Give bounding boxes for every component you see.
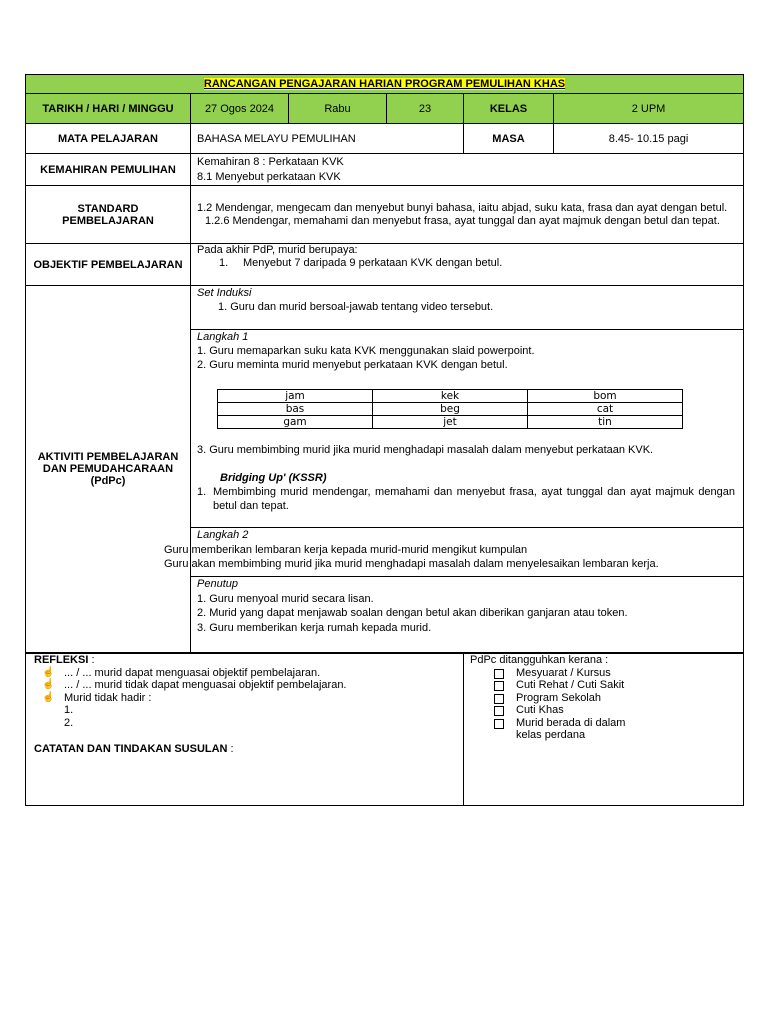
date-row [26, 94, 744, 124]
hand-pointer-icon: ☝ [42, 666, 55, 678]
word-cell: tin [528, 416, 683, 429]
document-title: RANCANGAN PENGAJARAN HARIAN PROGRAM PEMULIHAN KHAS [203, 78, 566, 90]
skill-line-1: Kemahiran 8 : Perkataan KVK [197, 155, 344, 168]
time-value: 8.45- 10.15 pagi [554, 124, 744, 154]
langkah-2-heading: Langkah 2 [197, 529, 249, 541]
objective-label: OBJEKTIF PEMBELAJARAN [26, 244, 191, 286]
penutup-item-2: 2. Murid yang dapat menjawab soalan dengan betul akan diberikan ganjaran atau token. [197, 607, 628, 619]
bridging-up-text: Membimbing murid mendengar, memahami dan menyebut frasa, ayat tunggal dan ayat majmuk dengan betul dan tepat. [213, 486, 736, 512]
hand-pointer-icon: ☝ [42, 679, 55, 690]
postponed-option-label: Murid berada di dalam kelas perdana [516, 716, 626, 741]
penutup-heading: Penutup [197, 578, 238, 590]
skill-row [26, 154, 744, 186]
postponed-option-label: Cuti Rehat / Cuti Sakit [516, 679, 625, 691]
postponed-option-label: Cuti Khas [516, 704, 564, 716]
word-cell: cat [528, 403, 683, 416]
objective-item-number: 1. [219, 257, 229, 269]
word-row [218, 403, 683, 416]
standard-row [26, 186, 744, 244]
skill-cell [191, 154, 744, 186]
set-induksi-section [191, 286, 743, 330]
postponed-option[interactable] [470, 667, 737, 680]
checkbox-icon[interactable] [494, 694, 504, 704]
hand-pointer-icon: ☝ [42, 691, 55, 703]
objective-item [197, 257, 737, 270]
reflection-label: REFLEKSI [34, 654, 89, 666]
langkah-1-item-1: 1. Guru memaparkan suku kata KVK menggunakan slaid powerpoint. [197, 345, 535, 357]
reflection-item-text: Murid tidak hadir : [64, 691, 152, 704]
postponed-intro: PdPc ditangguhkan kerana : [470, 654, 609, 666]
word-cell: gam [218, 416, 373, 429]
penutup-section [191, 577, 743, 650]
objective-item-text: Menyebut 7 daripada 9 perkataan KVK dengan betul. [243, 257, 503, 269]
word-cell: bom [528, 390, 683, 403]
subject-row [26, 124, 744, 154]
followup-heading [34, 743, 455, 756]
langkah-1-heading: Langkah 1 [197, 331, 249, 343]
set-induksi-item: 1. Guru dan murid bersoal-jawab tentang video tersebut. [218, 301, 494, 313]
date-label: TARIKH / HARI / MINGGU [26, 94, 191, 124]
checkbox-icon[interactable] [494, 706, 504, 716]
class-label: KELAS [464, 94, 554, 124]
reflection-item-text: ... / ... murid tidak dapat menguasai objektif pembelajaran. [64, 679, 347, 691]
word-cell: kek [373, 390, 528, 403]
activity-cell [164, 286, 744, 654]
standard-cell [191, 186, 744, 244]
langkah-1-item-2: 2. Guru meminta murid menyebut perkataan KVK dengan betul. [197, 359, 508, 371]
date-value: 27 Ogos 2024 [191, 94, 289, 124]
title-row [26, 75, 744, 94]
word-cell: jet [373, 416, 528, 429]
reflection-colon: : [88, 654, 95, 666]
objective-row [26, 244, 744, 286]
bridging-up-item [197, 485, 735, 513]
word-cell: jam [218, 390, 373, 403]
reflection-heading [34, 654, 455, 667]
checkbox-icon[interactable] [494, 719, 504, 729]
penutup-item-1: 1. Guru menyoal murid secara lisan. [197, 592, 374, 605]
lesson-plan-table [25, 74, 744, 806]
standard-label: STANDARD PEMBELAJARAN [26, 186, 191, 244]
word-row [218, 416, 683, 429]
postponed-option-label: Program Sekolah [516, 691, 601, 704]
standard-line-1: 1.2 Mendengar, mengecam dan menyebut bunyi bahasa, iaitu abjad, suku kata, frasa dan ayat dengan betul. [197, 201, 728, 214]
penutup-item-3: 3. Guru memberikan kerja rumah kepada murid. [197, 621, 432, 634]
langkah-2-item-2: Guru akan membimbing murid jika murid menghadapi masalah dalam menyelesaikan lembaran kerja. [164, 558, 659, 570]
activity-row [26, 286, 744, 654]
langkah-2-section [164, 528, 743, 577]
postponed-option[interactable] [470, 704, 737, 717]
time-label: MASA [464, 124, 554, 154]
postponed-option-label: Mesyuarat / Kursus [516, 666, 611, 679]
objective-intro: Pada akhir PdP, murid berupaya: [197, 244, 358, 256]
reflection-cell [26, 653, 464, 805]
postponed-option[interactable] [470, 692, 737, 705]
reflection-item-text: ... / ... murid dapat menguasai objektif pembelajaran. [64, 666, 321, 679]
word-cell: bas [218, 403, 373, 416]
followup-colon: : [227, 743, 234, 755]
absent-line-1: 1. [64, 704, 74, 716]
subject-value: BAHASA MELAYU PEMULIHAN [191, 124, 464, 154]
skill-line-2: 8.1 Menyebut perkataan KVK [197, 170, 341, 183]
bridging-up-heading: Bridging Up' (KSSR) [220, 472, 327, 484]
absent-line-2: 2. [64, 716, 74, 729]
checkbox-icon[interactable] [494, 681, 504, 691]
lesson-plan-document [25, 74, 743, 806]
followup-label: CATATAN DAN TINDAKAN SUSULAN [34, 743, 228, 755]
week-value: 23 [387, 94, 464, 124]
word-cell: beg [373, 403, 528, 416]
word-row [218, 390, 683, 403]
reflection-item [34, 667, 455, 680]
postponed-option[interactable] [470, 717, 737, 742]
bridging-up-number: 1. [197, 486, 207, 498]
standard-line-2: 1.2.6 Mendengar, memahami dan menyebut frasa, ayat tunggal dan ayat majmuk dengan betul dan tepat. [205, 214, 720, 227]
langkah-2-item-1: Guru memberikan lembaran kerja kepada murid-murid mengikut kumpulan [164, 543, 528, 556]
reflection-row [26, 653, 744, 805]
objective-cell [191, 244, 744, 286]
postponed-option[interactable] [470, 679, 737, 692]
postponed-cell [464, 653, 744, 805]
kvk-word-table [217, 389, 683, 429]
reflection-item [34, 679, 455, 692]
set-induksi-heading: Set Induksi [197, 287, 252, 299]
title-cell [26, 75, 744, 94]
subject-label: MATA PELAJARAN [26, 124, 191, 154]
activity-label: AKTIVITI PEMBELAJARAN DAN PEMUDAHCARAAN (PdPc) [26, 286, 191, 654]
day-value: Rabu [289, 94, 387, 124]
class-value: 2 UPM [554, 94, 744, 124]
skill-label: KEMAHIRAN PEMULIHAN [26, 154, 191, 186]
langkah-1-item-3: 3. Guru membimbing murid jika murid menghadapi masalah dalam menyebut perkataan KVK. [197, 444, 654, 456]
checkbox-icon[interactable] [494, 669, 504, 679]
langkah-1-section [191, 330, 743, 528]
reflection-item [34, 692, 455, 705]
